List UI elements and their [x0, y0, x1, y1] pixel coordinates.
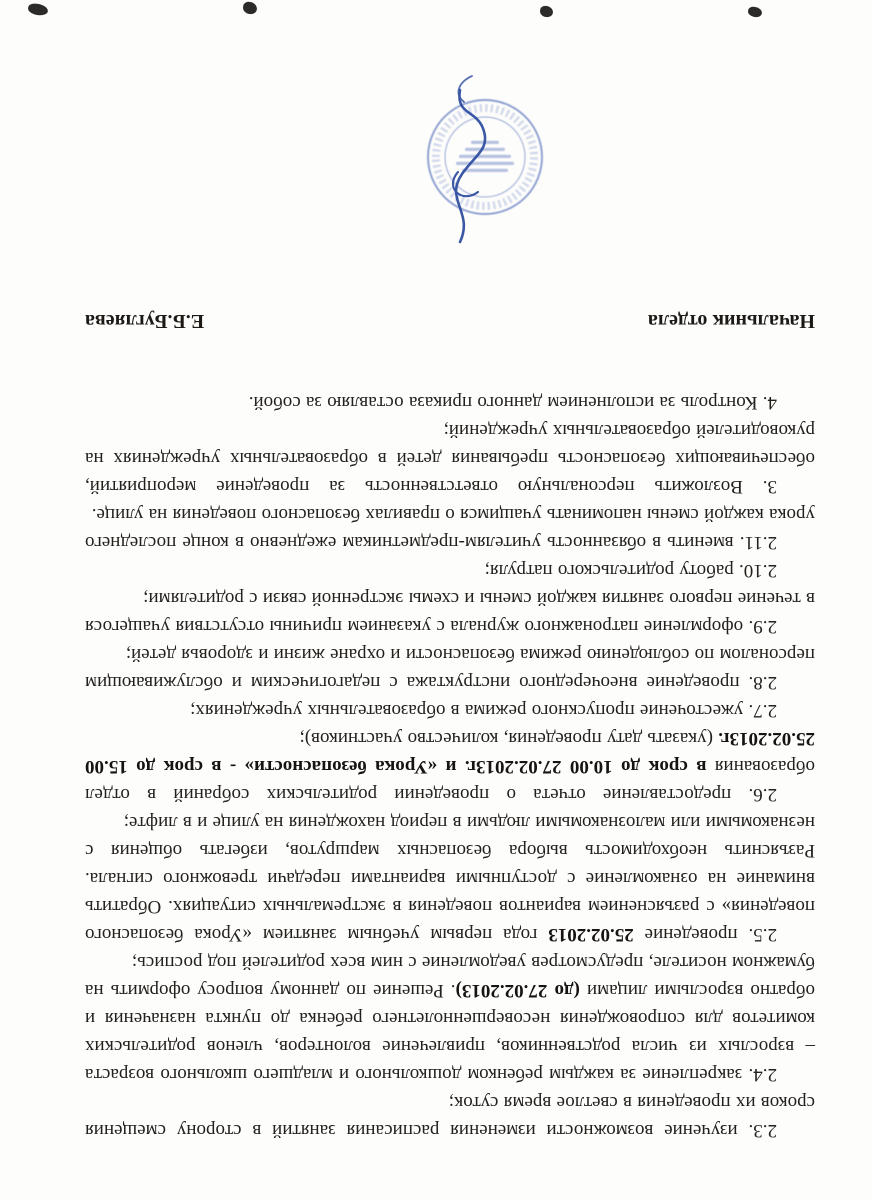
bold-text-run: в срок до 10.00 27.02.2013г. и «Урока безопасности» - в срок до 15.00 25.02.2013г.: [85, 728, 815, 777]
bold-text-run: 25.02.2013: [548, 924, 634, 945]
paragraph: [85, 416, 815, 500]
paragraph: [85, 584, 815, 640]
text-run: года первым учебным занятием «Урока безопасного поведения» с разъяснением вариантов поведения в экстремальных ситуациях. Обратить внимание на ознакомление с доступными вариантами передачи тревожного сигнала. Разъяснить необходимость выбора безопасных маршрутов, избегать общения с незнакомыми или малознакомыми людьми в период нахождения на улице и в лифте;: [85, 812, 815, 945]
paragraph: [85, 556, 815, 584]
paragraph: [85, 724, 815, 808]
paragraph: [85, 948, 815, 1088]
text-run: 2.11. вменить в обязанность учителям-предметникам ежедневно в конце последнего урока каждой смены напоминать учащимся о правилах безопасного поведения на улице.: [85, 504, 815, 553]
text-run: 2.6. предоставление отчета о проведении родительских собраний в отдел образования: [85, 756, 815, 805]
signatory-position-label: Начальник отдела: [647, 310, 815, 332]
signature-block: [85, 309, 815, 332]
paragraph: [85, 1088, 815, 1144]
text-run: 2.8. проведение внеочередного инструктажа с педагогическим и обслуживающим персоналом по соблюдению режима безопасности и охране жизни и здоровья детей;: [85, 644, 815, 693]
paragraph: [85, 388, 815, 416]
text-run: 2.4. закрепление за каждым ребенком дошкольного и младшего школьного возраста – взрослых из числа родственников, привлечение волонтеров, членов родительских комитетов для сопровождения несовершеннолетнего ребенка до пункта назначения и обратно взрослыми лицами: [85, 980, 815, 1085]
paragraph: [85, 696, 815, 724]
document-body: [85, 388, 815, 1144]
bold-text-run: (до 27.02.2013): [455, 980, 580, 1001]
text-run: 2.3. изучение возможности изменения расписания занятий в сторону смещения сроков их проведения в светлое время суток;: [85, 1092, 815, 1141]
paragraph: [85, 640, 815, 696]
text-run: 2.9. оформление патронажного журнала с указанием причины отсутствия учащегося в течение первого занятия каждой смены и схемы экстренной связи с родителями;: [85, 588, 815, 637]
signatory-name: Е.Б.Бугляева: [85, 310, 205, 332]
text-run: 2.5. проведение: [633, 924, 777, 945]
text-run: 4. Контроль за исполнением данного приказа оставляю за собой.: [248, 392, 777, 413]
handwritten-signature: [402, 67, 522, 252]
text-run: . Решение по данному вопросу оформить на бумажном носителе, предусмотрев уведомление с ним всех родителей под роспись;: [84, 952, 815, 1001]
text-run: 2.7. ужесточение пропускного режима в образовательных учреждениях;: [190, 700, 777, 721]
text-run: 2.10. работу родительского патруля;: [484, 560, 777, 581]
signature-stroke-icon: [402, 67, 522, 252]
document-content: [85, 309, 815, 1144]
paragraph: [85, 500, 815, 556]
text-run: (указать дату проведения, количество участников);: [299, 728, 719, 749]
text-run: 3. Возложить персональную ответственность за проведение мероприятий, обеспечивающих безопасность пребывания детей в образовательных учреждениях на руководителей образовательных учреждений;: [85, 420, 815, 497]
paragraph: [85, 808, 815, 948]
